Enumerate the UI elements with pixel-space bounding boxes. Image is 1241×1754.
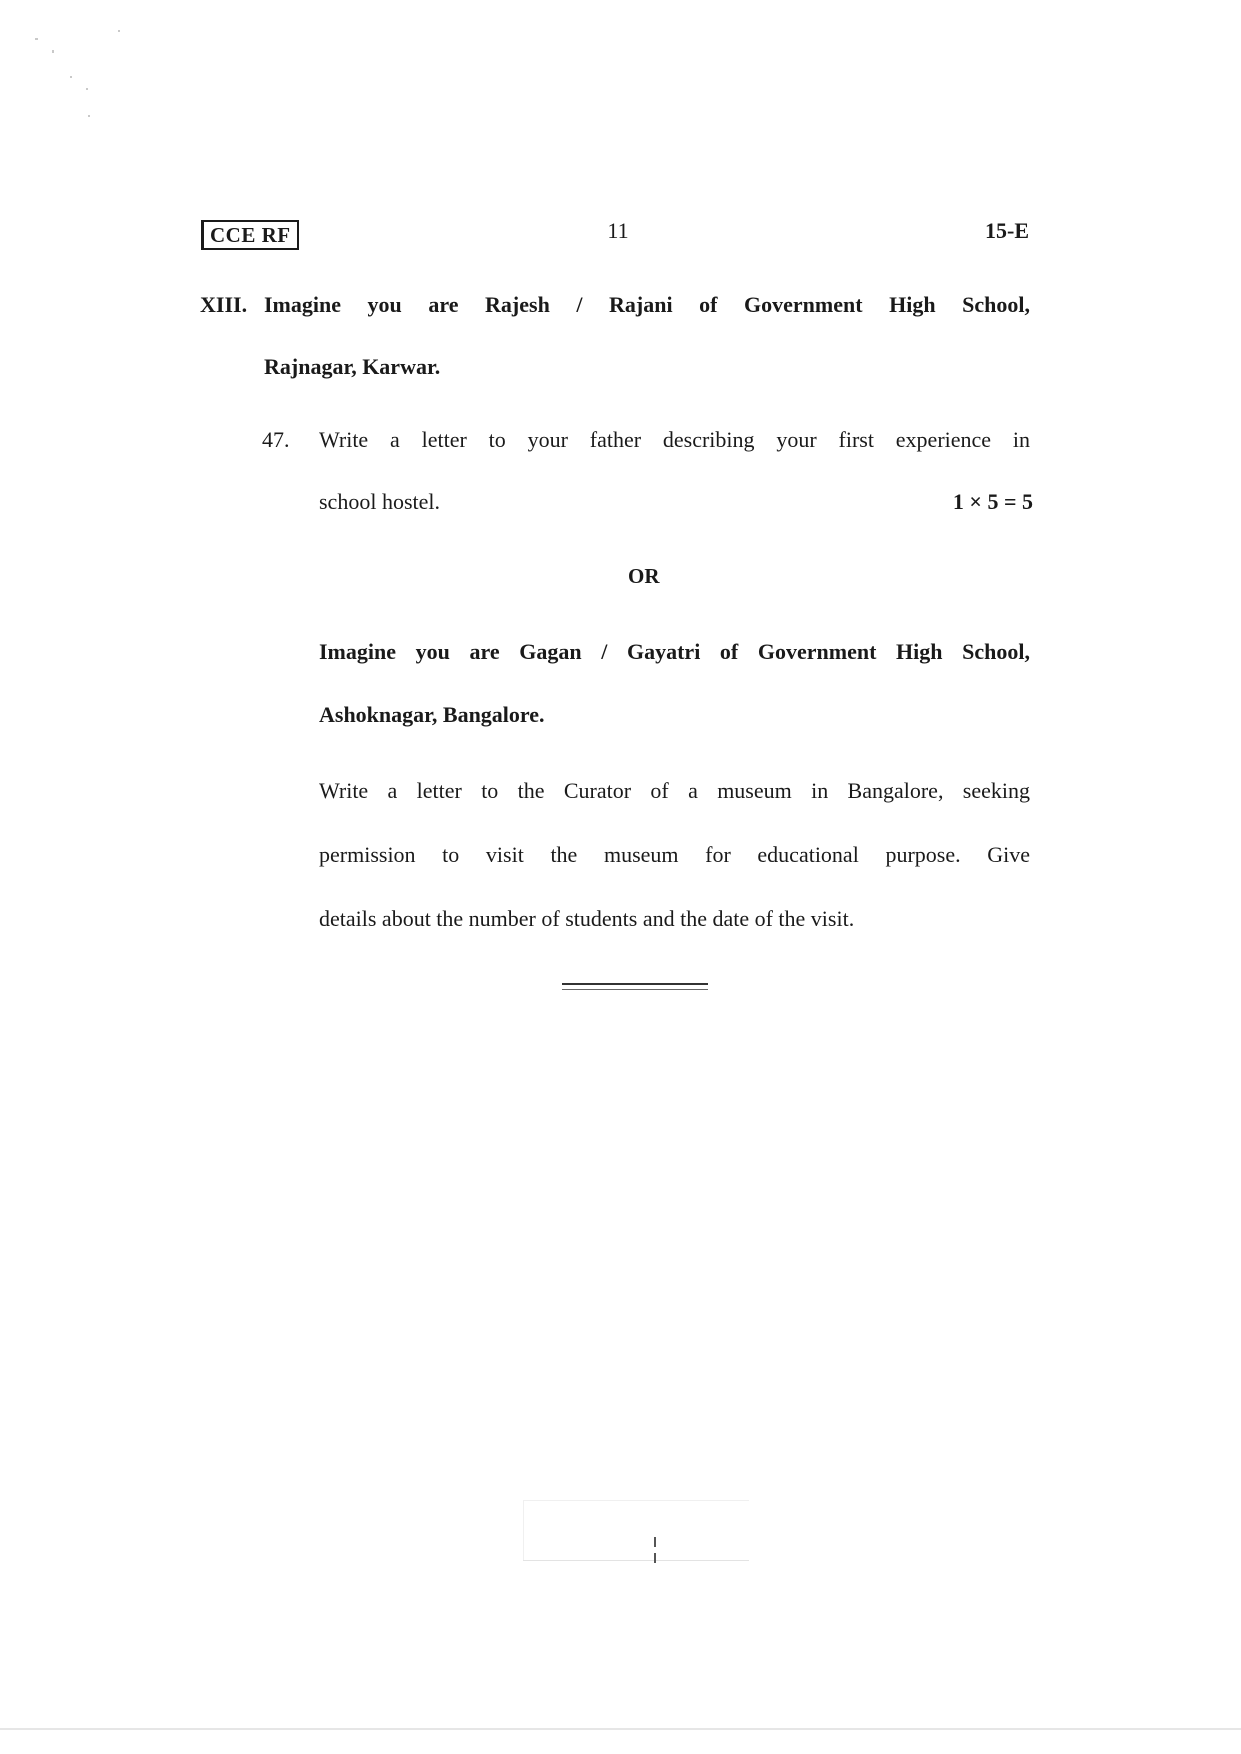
page-number: 11 — [607, 218, 629, 243]
paper-code: 15-E — [985, 218, 1029, 243]
question-number: 47. — [262, 427, 290, 452]
scan-speck — [70, 76, 72, 78]
alternative-text-line-3: details about the number of students and the date of the visit. — [319, 906, 855, 931]
alternative-intro-line-2: Ashoknagar, Bangalore. — [319, 702, 545, 727]
section-intro-line-1: Imagine you are Rajesh / Rajani of Government High School, — [264, 292, 1030, 317]
scan-tick-mark — [654, 1537, 656, 1547]
alternative-intro-line-1: Imagine you are Gagan / Gayatri of Government High School, — [319, 639, 1030, 664]
or-separator: OR — [628, 564, 660, 588]
scan-faint-line — [523, 1500, 524, 1560]
question-text-line-2: school hostel. — [319, 489, 440, 514]
marks-allocation: 1 × 5 = 5 — [952, 489, 1033, 514]
scan-speck — [35, 38, 38, 40]
question-text-line-1: Write a letter to your father describing your first experience in — [319, 427, 1030, 452]
scan-tick-mark — [654, 1553, 656, 1563]
section-number: XIII. — [200, 292, 248, 317]
scan-faint-line — [523, 1500, 749, 1501]
scan-speck — [86, 88, 88, 90]
end-of-section-rule — [562, 983, 708, 990]
scan-bottom-edge — [0, 1728, 1241, 1730]
section-intro-line-2: Rajnagar, Karwar. — [264, 354, 441, 379]
scan-faint-line — [523, 1560, 749, 1561]
scan-speck — [88, 115, 90, 117]
alternative-text-line-1: Write a letter to the Curator of a museum in Bangalore, seeking — [319, 778, 1030, 803]
scan-speck — [52, 50, 54, 53]
paper-series-code: CCE RF — [201, 220, 299, 250]
scan-speck — [118, 30, 120, 32]
alternative-text-line-2: permission to visit the museum for educational purpose. Give — [319, 842, 1030, 867]
